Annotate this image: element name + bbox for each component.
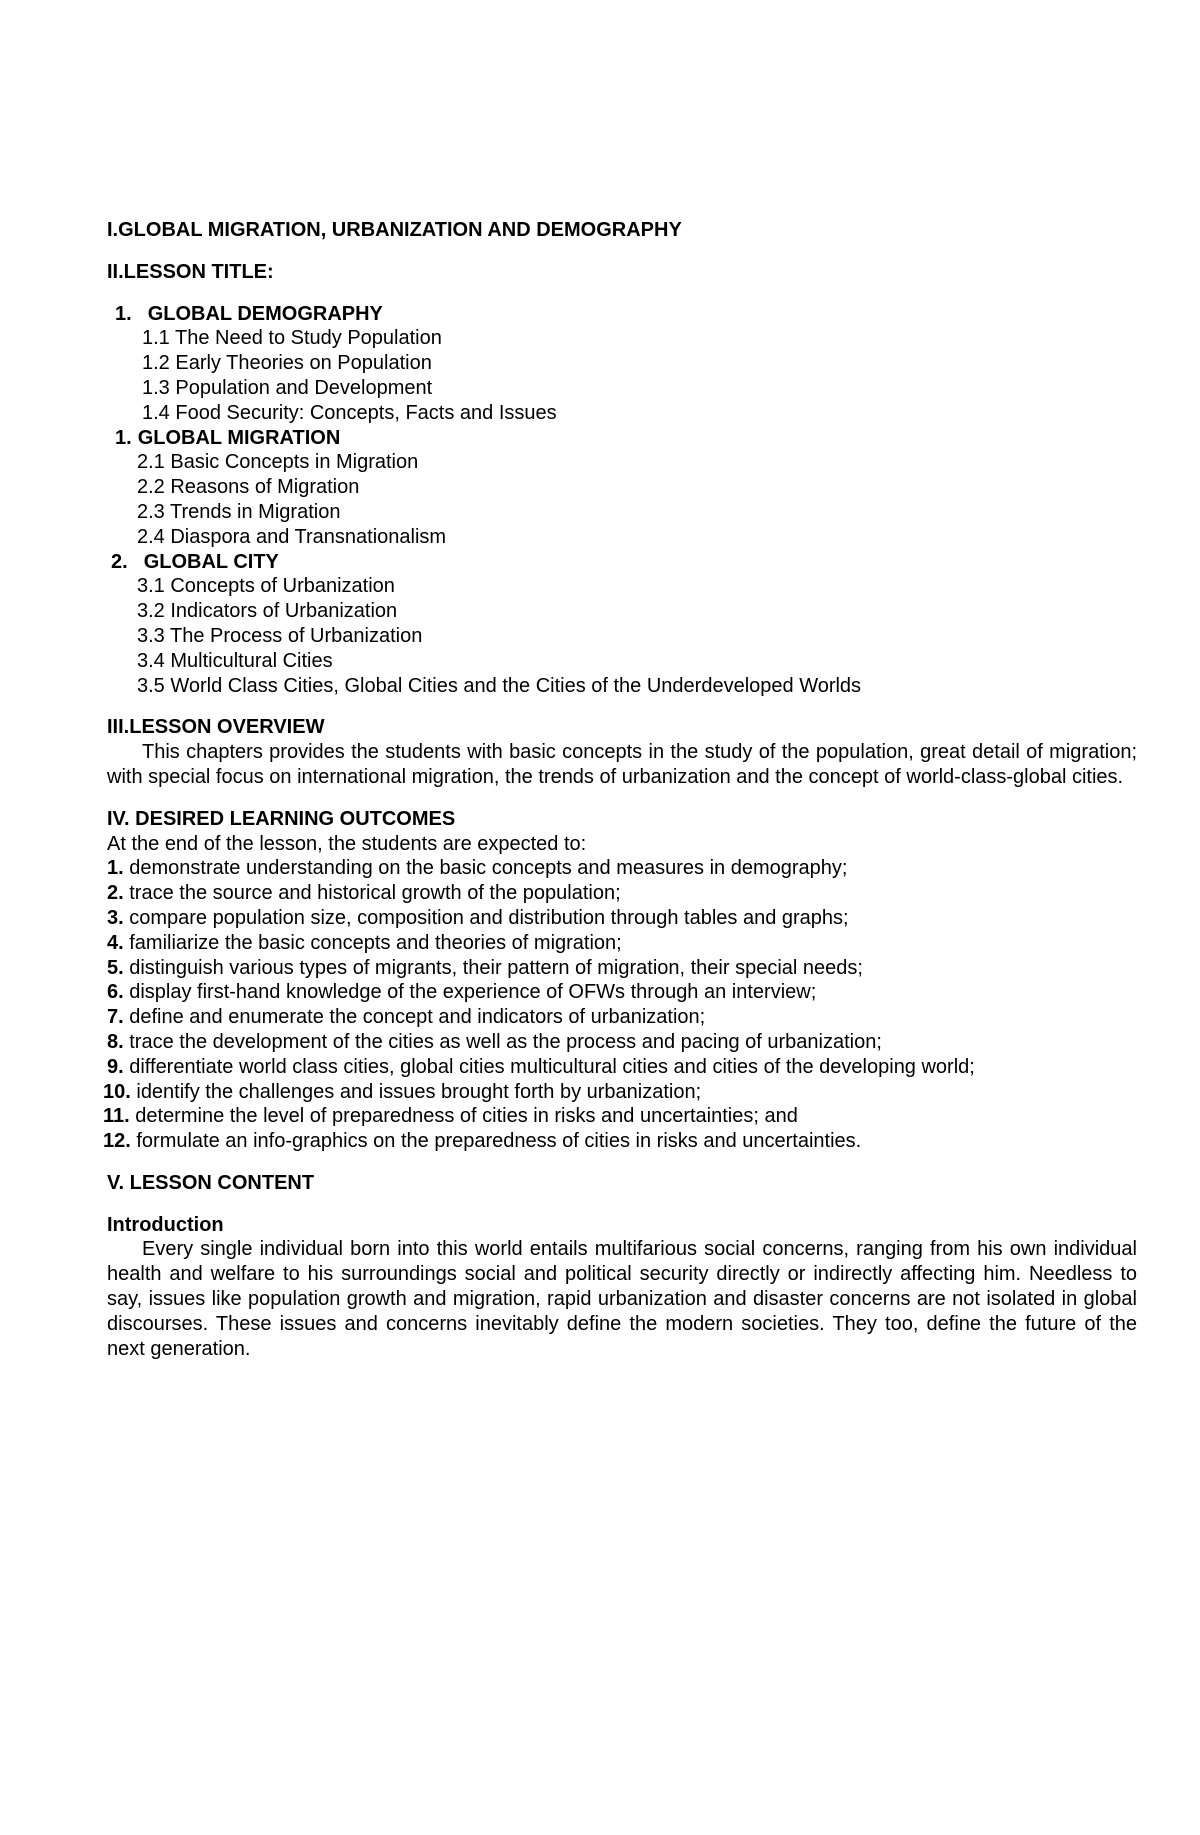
- list-item: [107, 1055, 1137, 1080]
- topic-1-item: 1.3 Population and Development: [142, 376, 433, 399]
- outcome-text: familiarize the basic concepts and theories of migration;: [123, 931, 622, 954]
- outcome-text: trace the development of the cities as well as the process and pacing of urbanization;: [123, 1030, 882, 1053]
- list-item: [107, 906, 1137, 931]
- outcomes-intro: At the end of the lesson, the students are expected to:: [107, 832, 587, 855]
- section-1-heading: I.GLOBAL MIGRATION, URBANIZATION AND DEMOGRAPHY: [107, 219, 682, 241]
- topic-1-heading: [115, 302, 1137, 327]
- list-item: [107, 1005, 1137, 1030]
- topic-3-item: 3.4 Multicultural Cities: [137, 649, 333, 672]
- topic-1-item: 1.4 Food Security: Concepts, Facts and Issues: [142, 401, 557, 424]
- outcomes-list: [103, 856, 1137, 1154]
- topic-3-number: 2.: [111, 550, 128, 573]
- list-item: [103, 1104, 1137, 1129]
- topic-3-item: 3.2 Indicators of Urbanization: [137, 600, 398, 623]
- list-item: [103, 1080, 1137, 1105]
- document-page: [103, 218, 1137, 1361]
- outcome-text: define and enumerate the concept and indicators of urbanization;: [123, 1006, 706, 1029]
- list-item: [107, 881, 1137, 906]
- topic-2-heading: [115, 426, 1137, 451]
- section-4-heading: IV. DESIRED LEARNING OUTCOMES: [107, 807, 456, 830]
- list-item: [107, 956, 1137, 981]
- topic-2-title: GLOBAL MIGRATION: [137, 426, 341, 449]
- list-item: [107, 931, 1137, 956]
- outcome-text: differentiate world class cities, global cities multicultural cities and cities of the developing world;: [123, 1055, 975, 1078]
- topic-1-number: 1.: [115, 302, 132, 325]
- outcome-number: 12.: [103, 1130, 131, 1153]
- outcome-text: display first-hand knowledge of the experience of OFWs through an interview;: [123, 981, 817, 1004]
- list-item: [107, 980, 1137, 1005]
- list-item: [107, 1030, 1137, 1055]
- topic-1-title: GLOBAL DEMOGRAPHY: [147, 302, 383, 325]
- introduction-subheading: Introduction: [107, 1213, 224, 1236]
- topic-3-item: 3.3 The Process of Urbanization: [137, 624, 423, 647]
- topic-3-heading: [111, 550, 1137, 575]
- list-item: [103, 1129, 1137, 1154]
- outcome-number: 6.: [107, 981, 124, 1004]
- topic-2-item: 2.1 Basic Concepts in Migration: [137, 451, 419, 474]
- outcome-text: distinguish various types of migrants, their pattern of migration, their special needs;: [123, 956, 863, 979]
- outcome-text: identify the challenges and issues brought forth by urbanization;: [130, 1080, 702, 1103]
- outcome-number: 8.: [107, 1030, 124, 1053]
- section-2-heading: II.LESSON TITLE:: [107, 260, 274, 283]
- topic-2-item: 2.4 Diaspora and Transnationalism: [137, 525, 447, 548]
- outcome-number: 9.: [107, 1055, 124, 1078]
- outcome-number: 7.: [107, 1006, 124, 1029]
- outcome-number: 3.: [107, 906, 124, 929]
- section-3-heading: III.LESSON OVERVIEW: [107, 716, 325, 739]
- list-item: [107, 856, 1137, 881]
- outcome-text: demonstrate understanding on the basic concepts and measures in demography;: [123, 857, 848, 880]
- topic-2-item: 2.3 Trends in Migration: [137, 500, 341, 523]
- outcome-text: determine the level of preparedness of cities in risks and uncertainties; and: [129, 1105, 798, 1128]
- outcome-text: trace the source and historical growth of the population;: [123, 882, 621, 905]
- introduction-paragraph: Every single individual born into this world entails multifarious social concerns, ranging from his own individual health and welfare to his surroundings social and political security directly or indirectly affecting him. Needless to say, issues like population growth and migration, rapid urbanization and disaster concerns are not isolated in global discourses. These issues and concerns inevitably define the modern societies. They too, define the future of the next generation.: [107, 1238, 1137, 1360]
- topic-3-item: 3.1 Concepts of Urbanization: [137, 575, 395, 598]
- lesson-title-list: [107, 302, 1137, 699]
- outcome-text: compare population size, composition and distribution through tables and graphs;: [123, 906, 849, 929]
- outcome-text: formulate an info-graphics on the preparedness of cities in risks and uncertainties.: [130, 1130, 862, 1153]
- topic-2-number: 1.: [115, 426, 132, 449]
- outcome-number: 1.: [107, 857, 124, 880]
- topic-3-item: 3.5 World Class Cities, Global Cities and the Cities of the Underdeveloped Worlds: [137, 674, 862, 697]
- outcome-number: 10.: [103, 1080, 131, 1103]
- overview-paragraph: This chapters provides the students with basic concepts in the study of the population, great detail of migration; with special focus on international migration, the trends of urbanization and the concept of world-class-global cities.: [107, 741, 1137, 788]
- topic-1-item: 1.1 The Need to Study Population: [142, 327, 442, 350]
- section-5-heading: V. LESSON CONTENT: [107, 1171, 315, 1194]
- outcome-number: 2.: [107, 882, 124, 905]
- outcome-number: 4.: [107, 931, 124, 954]
- outcome-number: 5.: [107, 956, 124, 979]
- topic-3-title: GLOBAL CITY: [143, 550, 279, 573]
- topic-2-item: 2.2 Reasons of Migration: [137, 476, 360, 499]
- outcome-number: 11.: [103, 1105, 130, 1128]
- topic-1-item: 1.2 Early Theories on Population: [142, 352, 432, 375]
